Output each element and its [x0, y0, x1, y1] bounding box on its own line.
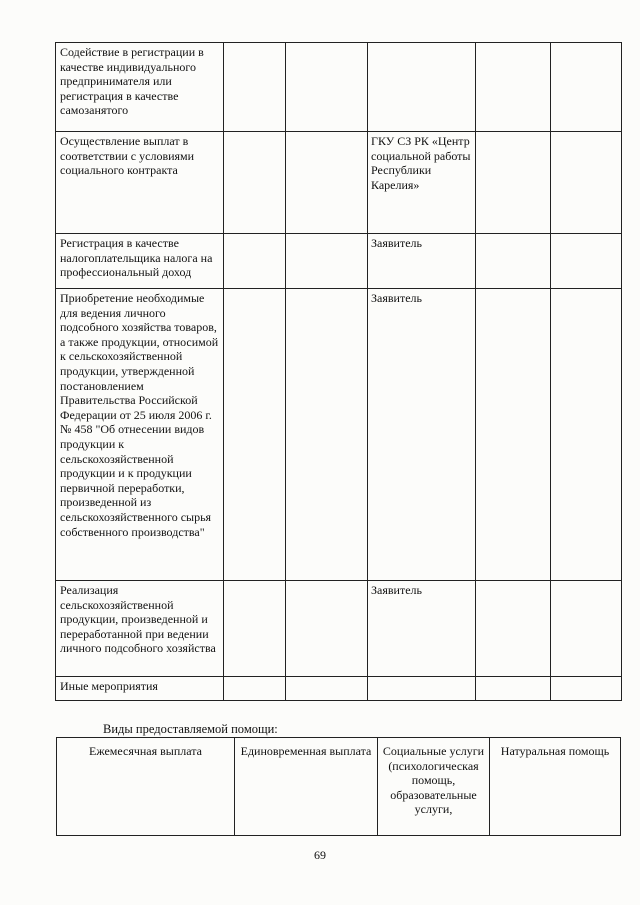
empty-cell: [476, 289, 551, 581]
empty-cell: [286, 581, 368, 677]
header-in-kind-assistance: Натуральная помощь: [490, 738, 621, 836]
page-number: 69: [314, 848, 326, 862]
empty-cell: [476, 43, 551, 132]
empty-cell: [224, 43, 286, 132]
empty-cell: [476, 234, 551, 289]
empty-cell: [551, 234, 622, 289]
empty-cell: [551, 677, 622, 701]
empty-cell: [224, 677, 286, 701]
empty-cell: [551, 581, 622, 677]
empty-cell: [476, 132, 551, 234]
responsible-cell: Заявитель: [368, 581, 476, 677]
empty-cell: [551, 132, 622, 234]
table-row: [56, 289, 622, 581]
empty-cell: [476, 581, 551, 677]
responsible-cell: [368, 43, 476, 132]
table-row: [56, 132, 622, 234]
empty-cell: [551, 289, 622, 581]
empty-cell: [286, 43, 368, 132]
empty-cell: [224, 234, 286, 289]
activity-cell: Регистрация в качестве налогоплательщика налога на профессиональный доход: [56, 234, 224, 289]
responsible-cell: [368, 677, 476, 701]
empty-cell: [224, 289, 286, 581]
table-row: [57, 738, 621, 836]
empty-cell: [286, 289, 368, 581]
activity-cell: Иные мероприятия: [56, 677, 224, 701]
empty-cell: [551, 43, 622, 132]
header-monthly-payment: Ежемесячная выплата: [57, 738, 235, 836]
responsible-cell: ГКУ СЗ РК «Центр социальной работы Республики Карелия»: [368, 132, 476, 234]
empty-cell: [224, 132, 286, 234]
header-social-services: Социальные услуги (психологическая помощь, образовательные услуги,: [378, 738, 490, 836]
empty-cell: [286, 234, 368, 289]
assistance-caption: Виды предоставляемой помощи:: [103, 722, 278, 736]
activity-cell: Осуществление выплат в соответствии с условиями социального контракта: [56, 132, 224, 234]
empty-cell: [286, 132, 368, 234]
empty-cell: [476, 677, 551, 701]
assistance-types-table: [56, 737, 621, 836]
activity-cell: Реализация сельскохозяйственной продукции, произведенной и переработанной при ведении личного подсобного хозяйства: [56, 581, 224, 677]
responsible-cell: Заявитель: [368, 289, 476, 581]
header-lump-sum-payment: Единовременная выплата: [235, 738, 378, 836]
responsible-cell: Заявитель: [368, 234, 476, 289]
table-row: [56, 234, 622, 289]
table-row: [56, 677, 622, 701]
table-row: [56, 581, 622, 677]
activity-cell: Содействие в регистрации в качестве индивидуального предпринимателя или регистрация в качестве самозанятого: [56, 43, 224, 132]
social-contract-measures-table: [55, 42, 622, 701]
activity-cell: Приобретение необходимые для ведения личного подсобного хозяйства товаров, а также продукции, относимой к сельскохозяйственной продукции, утвержденной постановлением Правительства Российской Федерации от 25 июля 2006 г. № 458 "Об отнесении видов продукции к сельскохозяйственной продукции и к продукции первичной переработки, произведенной из сельскохозяйственного сырья собственного производства": [56, 289, 224, 581]
empty-cell: [286, 677, 368, 701]
empty-cell: [224, 581, 286, 677]
table-row: [56, 43, 622, 132]
